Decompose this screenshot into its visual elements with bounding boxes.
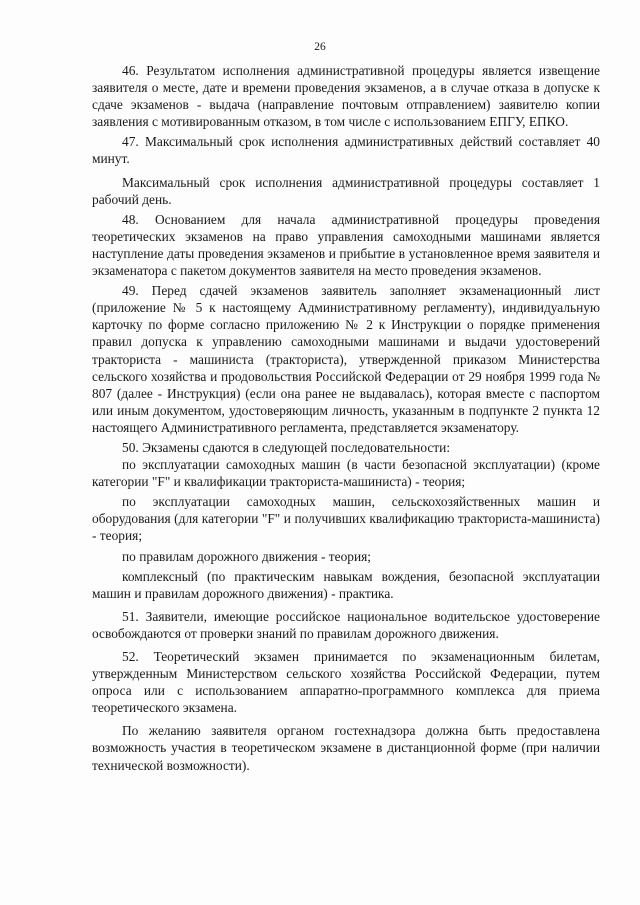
exam-item-machines-equipment: по эксплуатации самоходных машин, сельскохозяйственных машин и оборудования (для категории "F" и получивших квалификацию тракториста-машиниста) - теория;	[92, 494, 600, 544]
paragraph-52: 52. Теоретический экзамен принимается по экзаменационным билетам, утвержденным Министерством сельского хозяйства Российской Федерации, путем опроса или с использованием аппаратно-программного комплекса для приема теоретического экзамена.	[92, 649, 600, 716]
page-number: 26	[314, 41, 326, 53]
paragraph-50: 50. Экзамены сдаются в следующей последовательности:	[122, 439, 451, 455]
exam-item-complex-practice: комплексный (по практическим навыкам вождения, безопасной эксплуатации машин и правилам дорожного движения) - практика.	[92, 568, 600, 601]
paragraph-48: 48. Основанием для начала административной процедуры проведения теоретических экзаменов на право управления самоходными машинами является наступление даты проведения экзаменов и прибытие в установленное время заявителя и экзаменатора с пакетом документов заявителя на место проведения экзаменов.	[92, 211, 600, 279]
paragraph-47: 47. Максимальный срок исполнения административных действий составляет 40 минут.	[92, 134, 600, 167]
exam-item-machine-operation: по эксплуатации самоходных машин (в части безопасной эксплуатации) (кроме категории "F" и квалификации тракториста-машиниста) - теория;	[92, 457, 600, 490]
document-body	[92, 62, 600, 774]
paragraph-47-max-time: Максимальный срок исполнения административной процедуры составляет 1 рабочий день.	[92, 174, 600, 207]
exam-item-traffic-rules: по правилам дорожного движения - теория;	[122, 548, 372, 564]
paragraph-51: 51. Заявители, имеющие российское национальное водительское удостоверение освобождаются от проверки знаний по правилам дорожного движения.	[92, 608, 600, 641]
paragraph-46: 46. Результатом исполнения административной процедуры является извещение заявителя о месте, дате и времени проведения экзаменов, а в случае отказа в допуске к сдаче экзаменов - выдача (направление почтовым отправлением) заявителю копии заявления с мотивированным отказом, в том числе с использованием ЕПГУ, ЕПКО.	[92, 63, 600, 130]
paragraph-49: 49. Перед сдачей экзаменов заявитель заполняет экзаменационный лист (приложение № 5 к настоящему Административному регламенту), индивидуальную карточку по форме согласно приложению № 2 к Инструкции о порядке применения правил допуска к управлению самоходными машинами и выдачи удостоверений тракториста - машиниста (тракториста), утвержденной приказом Министерства сельского хозяйства и продовольствия Российской Федерации от 29 ноября 1999 года № 807 (далее - Инструкция) (если она ранее не выдавалась), которая вместе с паспортом или иным документом, удостоверяющим личность, указанным в подпункте 2 пункта 12 настоящего Административного регламента, представляется экзаменатору.	[92, 283, 600, 435]
paragraph-remote-exam: По желанию заявителя органом гостехнадзора должна быть предоставлена возможность участия в теоретическом экзамене в дистанционной форме (при наличии технической возможности).	[92, 723, 600, 773]
